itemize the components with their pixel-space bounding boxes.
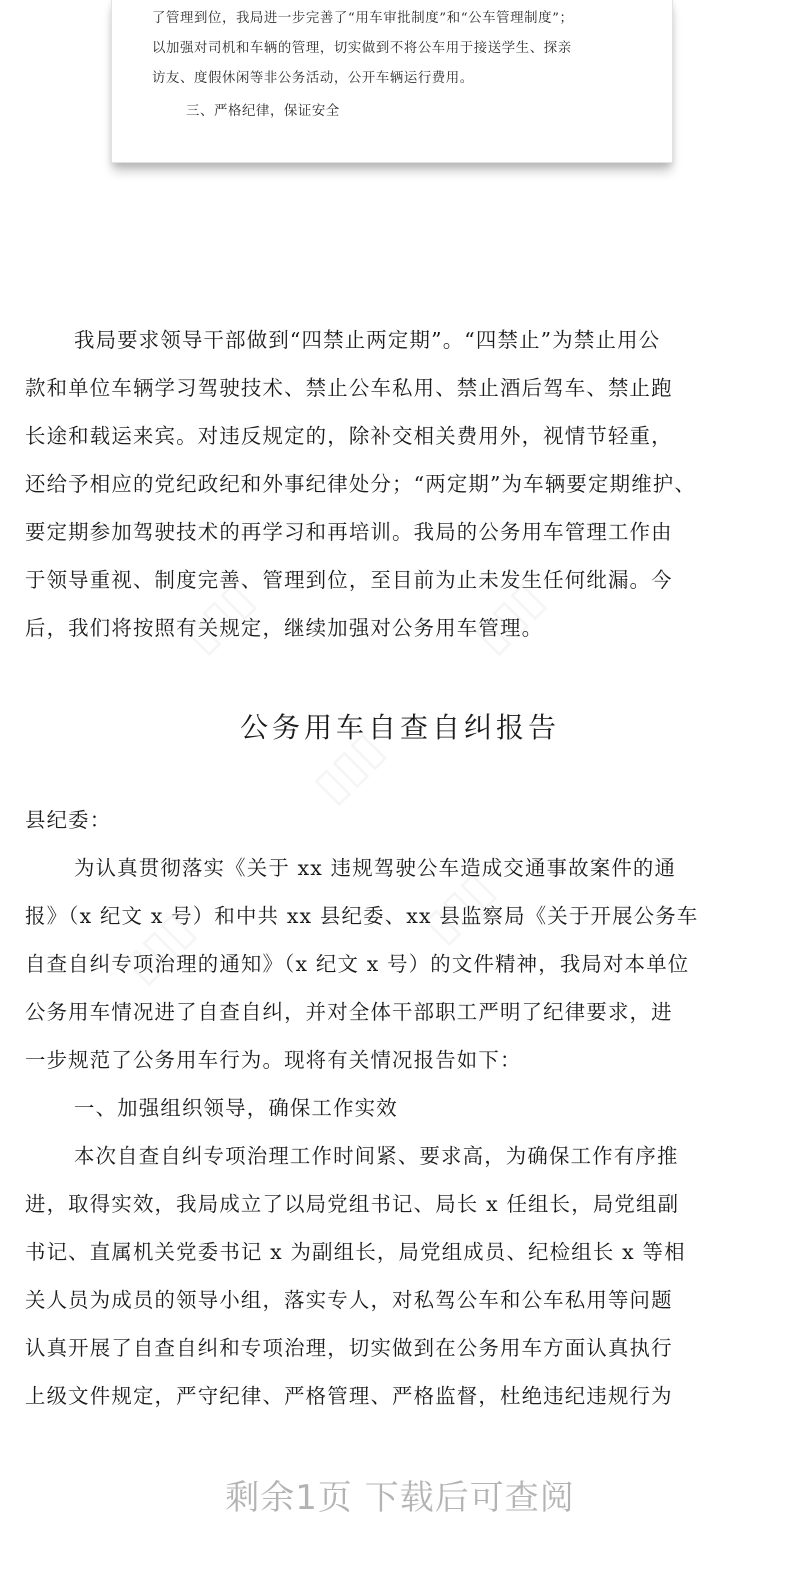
body-line: 要定期参加驾驶技术的再学习和再培训。我局的公务用车管理工作由 (25, 520, 673, 544)
body-line: 款和单位车辆学习驾驶技术、禁止公车私用、禁止酒后驾车、禁止跑 (25, 376, 673, 400)
watermark-mark: ▯▯▯ (462, 571, 554, 663)
preview-line: 以加强对司机和车辆的管理，切实做到不将公车用于接送学生、探亲 (152, 41, 572, 56)
preview-heading: 三、严格纪律，保证安全 (186, 104, 340, 119)
body-line: 长途和载运来宾。对违反规定的，除补交相关费用外，视情节轻重， (25, 424, 673, 448)
body-line: 书记、直属机关党委书记 x 为副组长，局党组成员、纪检组长 x 等相 (25, 1240, 686, 1264)
page-preview-card (111, 0, 673, 163)
watermark-mark: ▯▯▯ (412, 861, 504, 953)
body-line: 一步规范了公务用车行为。现将有关情况报告如下： (25, 1048, 522, 1072)
body-line: 认真开展了自查自纠和专项治理，切实做到在公务用车方面认真执行 (25, 1336, 673, 1360)
preview-line: 了管理到位，我局进一步完善了“用车审批制度”和“公车管理制度”； (152, 11, 574, 26)
body-line: 公务用车情况进了自查自纠，并对全体干部职工严明了纪律要求，进 (25, 1000, 673, 1024)
page-preview-area (0, 0, 800, 200)
body-line: 后，我们将按照有关规定，继续加强对公务用车管理。 (25, 616, 544, 640)
section-heading: 一、加强组织领导，确保工作实效 (74, 1096, 398, 1120)
body-line: 为认真贯彻落实《关于 xx 违规驾驶公车造成交通事故案件的通 (74, 856, 677, 880)
body-line: 关人员为成员的领导小组，落实专人，对私驾公车和公车私用等问题 (25, 1288, 673, 1312)
body-line: 本次自查自纠专项治理工作时间紧、要求高，为确保工作有序推 (74, 1144, 679, 1168)
watermark-mark: ▯▯▯ (302, 721, 394, 813)
body-line: 进，取得实效，我局成立了以局党组书记、局长 x 任组长，局党组副 (25, 1192, 680, 1216)
body-line: 自查自纠专项治理的通知》（x 纪文 x 号）的文件精神，我局对本单位 (25, 952, 690, 976)
preview-line: 访友、度假休闲等非公务活动，公开车辆运行费用。 (152, 71, 474, 86)
body-line: 报》（x 纪文 x 号）和中共 xx 县纪委、xx 县监察局《关于开展公务车 (25, 904, 699, 928)
body-line: 于领导重视、制度完善、管理到位，至目前为止未发生任何纰漏。今 (25, 568, 673, 592)
body-line: 上级文件规定，严守纪律、严格管理、严格监督，杜绝违纪违规行为 (25, 1384, 673, 1408)
body-line: 还给予相应的党纪政纪和外事纪律处分；“两定期”为车辆要定期维护、 (25, 472, 696, 496)
watermark-mark: ▯▯▯ (112, 901, 204, 993)
body-line: 我局要求领导干部做到“四禁止两定期”。“四禁止”为禁止用公 (74, 328, 661, 352)
watermark-mark: ▯▯▯ (172, 571, 264, 663)
remaining-pages-note[interactable]: 剩余1页 下载后可查阅 (225, 1478, 575, 1518)
salutation: 县纪委： (25, 808, 112, 832)
report-title: 公务用车自查自纠报告 (239, 711, 560, 744)
